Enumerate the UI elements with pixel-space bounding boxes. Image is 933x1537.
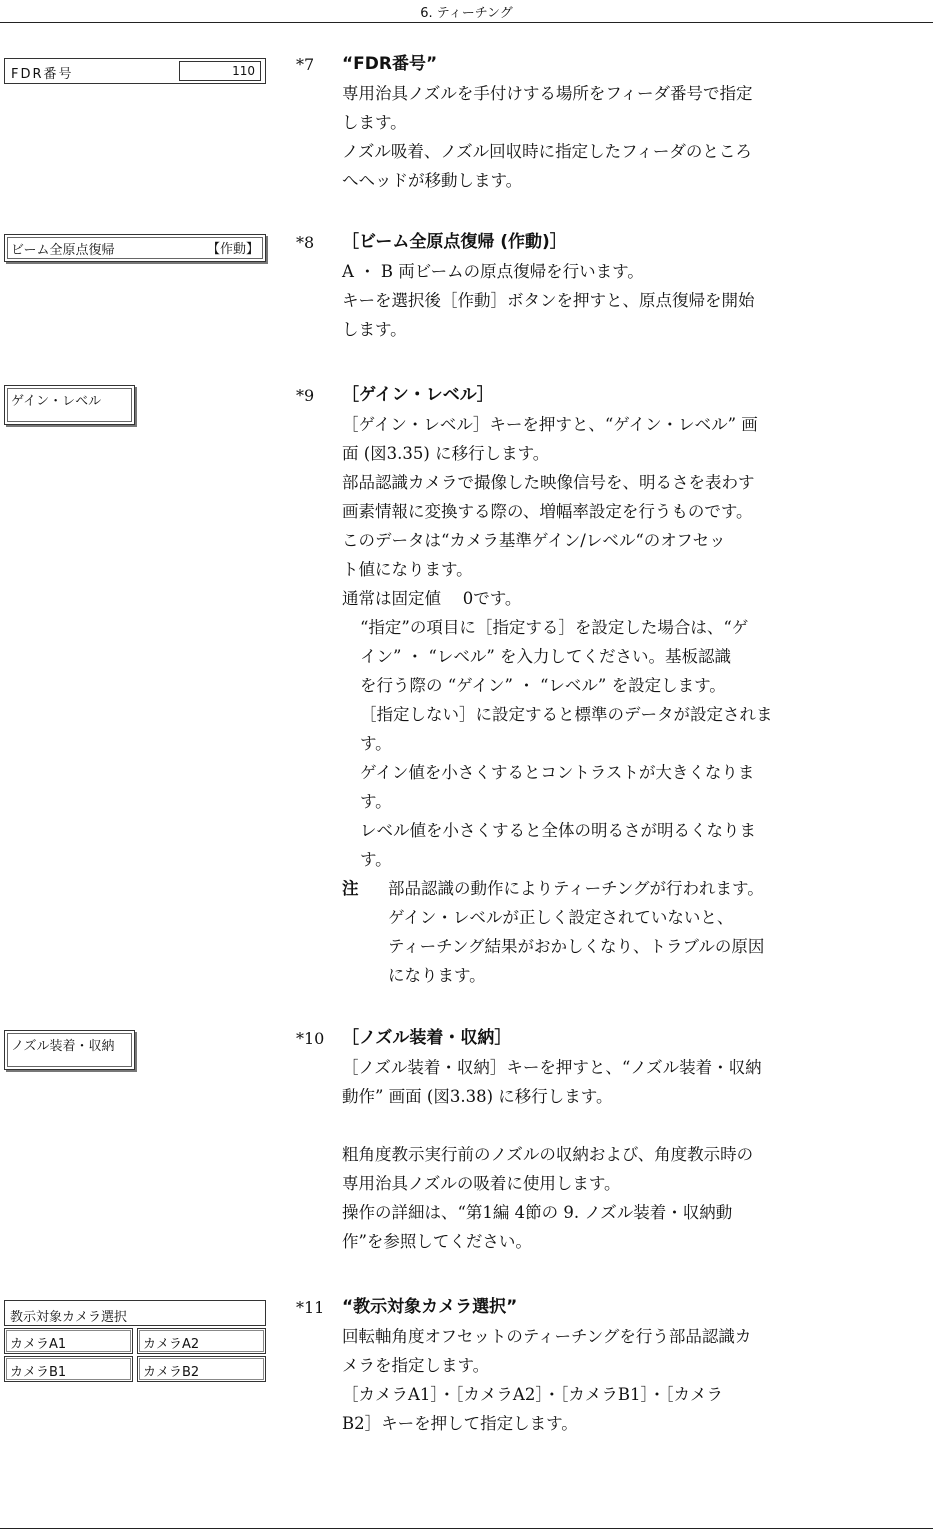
fdr-number-value: 110 <box>232 64 255 78</box>
text-line: へヘッドが移動します。 <box>342 171 523 190</box>
note-line: ティーチング結果がおかしくなり、トラブルの原因 <box>388 937 765 956</box>
text-line: 通常は固定値 0です。 <box>342 589 522 608</box>
item-title: “FDR番号” <box>342 54 438 74</box>
nozzle-mount-key[interactable] <box>4 1030 135 1070</box>
item-title: ［ビーム全原点復帰 (作動)］ <box>342 232 567 252</box>
paragraph-gap <box>342 1111 834 1140</box>
camera-b1-button[interactable]: カメラB1 <box>4 1356 133 1382</box>
camera-a2-button[interactable]: カメラA2 <box>137 1328 266 1354</box>
text-line: キーを選択後［作動］ボタンを押すと、原点復帰を開始 <box>342 291 755 310</box>
item-number: *10 <box>296 1029 325 1048</box>
text-line: メラを指定します。 <box>342 1356 490 1375</box>
text-line: ［ゲイン・レベル］キーを押すと、“ゲイン・レベル” 画 <box>342 415 758 434</box>
text-line: イン” ・ “レベル” を入力してください。基板認識 <box>360 647 732 666</box>
text-line: 回転軸角度オフセットのティーチングを行う部品認識カ <box>342 1327 752 1346</box>
note-line: 部品認識の動作によりティーチングが行われます。 <box>388 879 764 898</box>
item-number: *11 <box>296 1298 325 1317</box>
note-mark: 注 <box>342 879 359 898</box>
text-line: す。 <box>360 792 392 811</box>
item-title: ［ノズル装着・収納］ <box>342 1028 512 1048</box>
indented-block <box>342 613 834 874</box>
camera-b2-button[interactable]: カメラB2 <box>137 1356 266 1382</box>
item-body <box>342 1053 834 1256</box>
text-line: “指定”の項目に［指定する］を設定した場合は、“ゲ <box>360 618 749 637</box>
fdr-number-value-box[interactable] <box>179 61 261 81</box>
text-line: レベル値を小さくすると全体の明るさが明るくなりま <box>360 821 756 840</box>
text-line: A ・ B 両ビームの原点復帰を行います。 <box>342 262 644 281</box>
gain-level-label: ゲイン・レベル <box>11 394 102 409</box>
text-line: ノズル吸着、ノズル回収時に指定したフィーダのところ <box>342 142 752 161</box>
text-line: 動作” 画面 (図3.38) に移行します。 <box>342 1087 613 1106</box>
text-line: 作”を参照してください。 <box>342 1232 532 1251</box>
text-line: ［ノズル装着・収納］キーを押すと、“ノズル装着・収納 <box>342 1058 762 1077</box>
note-block <box>342 874 834 990</box>
text-line: します。 <box>342 320 407 339</box>
item-number: *9 <box>296 386 315 405</box>
item-body <box>342 257 834 344</box>
text-line: 画素情報に変換する際の、増幅率設定を行うものです。 <box>342 502 753 521</box>
note-line: ゲイン・レベルが正しく設定されていないと、 <box>388 908 734 927</box>
text-line: 面 (図3.35) に移行します。 <box>342 444 550 463</box>
beam-home-label: ビーム全原点復帰 <box>11 243 115 258</box>
text-line: す。 <box>360 850 392 869</box>
text-line: B2］キーを押して指定します。 <box>342 1414 578 1433</box>
text-line: 操作の詳細は、“第1編 4節の 9. ノズル装着・収納動 <box>342 1203 733 1222</box>
camera-a1-button[interactable]: カメラA1 <box>4 1328 133 1354</box>
camera-select-panel <box>4 1300 266 1382</box>
text-line: 専用治具ノズルの吸着に使用します。 <box>342 1174 621 1193</box>
item-number: *7 <box>296 55 315 74</box>
footer-rule <box>0 1528 933 1529</box>
camera-select-title: 教示対象カメラ選択 <box>4 1300 266 1326</box>
text-line: ト値になります。 <box>342 560 473 579</box>
text-line: します。 <box>342 113 407 132</box>
text-line: 部品認識カメラで撮像した映像信号を、明るさを表わす <box>342 473 755 492</box>
item-body <box>342 79 834 195</box>
header-title: 6. ティーチング <box>420 6 513 21</box>
item-body <box>342 1322 834 1438</box>
text-line: す。 <box>360 734 392 753</box>
page-header <box>0 0 933 23</box>
text-line: ［指定しない］に設定すると標準のデータが設定されま <box>360 705 773 724</box>
text-line: ［カメラA1］・［カメラA2］・［カメラB1］・［カメラ <box>342 1385 723 1404</box>
item-number: *8 <box>296 233 315 252</box>
text-line: このデータは“カメラ基準ゲイン/レベル“のオフセッ <box>342 531 726 550</box>
nozzle-mount-label: ノズル装着・収納 <box>11 1039 115 1054</box>
text-line: 専用治具ノズルを手付けする場所をフィーダ番号で指定 <box>342 84 753 103</box>
text-line: ゲイン値を小さくするとコントラストが大きくなりま <box>360 763 755 782</box>
item-body <box>342 410 834 990</box>
note-line: になります。 <box>388 966 486 985</box>
gain-level-key[interactable] <box>4 385 135 425</box>
item-title: “教示対象カメラ選択” <box>342 1297 518 1317</box>
text-line: を行う際の “ゲイン” ・ “レベル” を設定します。 <box>360 676 726 695</box>
fdr-number-label: FDR番号 <box>11 67 74 82</box>
item-title: ［ゲイン・レベル］ <box>342 385 494 405</box>
beam-home-key[interactable] <box>4 234 266 262</box>
fdr-number-key[interactable] <box>4 58 266 84</box>
beam-home-action: 【作動】 <box>206 242 259 257</box>
text-line: 粗角度教示実行前のノズルの収納および、角度教示時の <box>342 1145 754 1164</box>
